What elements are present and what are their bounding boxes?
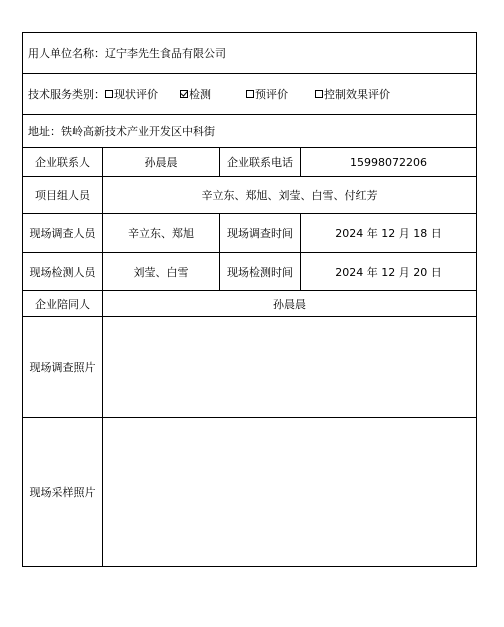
test-row bbox=[23, 253, 476, 291]
test-time: 2024 年 12 月 20 日 bbox=[300, 253, 476, 290]
sampling-photo-area bbox=[102, 418, 476, 566]
sampling-photo-label: 现场采样照片 bbox=[29, 486, 96, 499]
survey-row bbox=[23, 214, 476, 253]
site-record-form bbox=[22, 32, 477, 567]
service-type-label: 技术服务类别： bbox=[28, 88, 105, 101]
address-value: 铁岭高新技术产业开发区中科街 bbox=[61, 125, 215, 138]
unit-name-label: 用人单位名称： bbox=[28, 47, 105, 60]
service-option-label: 现状评价 bbox=[114, 88, 158, 101]
survey-photo-label: 现场调查照片 bbox=[29, 361, 96, 374]
service-option-label: 检测 bbox=[189, 88, 211, 101]
test-staff-label: 现场检测人员 bbox=[29, 265, 96, 279]
unit-name-value: 辽宁李先生食品有限公司 bbox=[105, 47, 226, 60]
service-option-label: 预评价 bbox=[255, 88, 288, 101]
service-option-status-eval[interactable] bbox=[105, 86, 158, 102]
escort-row bbox=[23, 291, 476, 317]
checkbox-status-eval[interactable] bbox=[105, 90, 113, 98]
survey-photo-area bbox=[102, 317, 476, 417]
survey-staff: 辛立东、郑旭 bbox=[102, 214, 219, 252]
escort-label: 企业陪同人 bbox=[35, 297, 90, 311]
service-option-testing[interactable] bbox=[180, 86, 211, 102]
contact-row bbox=[23, 148, 476, 177]
survey-staff-label: 现场调查人员 bbox=[29, 227, 96, 240]
escort-name: 孙晨晨 bbox=[102, 291, 476, 316]
service-option-label: 控制效果评价 bbox=[324, 88, 390, 101]
sampling-photo-row bbox=[23, 418, 476, 566]
service-option-control-eval[interactable] bbox=[315, 86, 390, 102]
test-staff: 刘莹、白雪 bbox=[102, 253, 219, 290]
checkbox-pre-eval[interactable] bbox=[246, 90, 254, 98]
address-label: 地址： bbox=[28, 125, 61, 138]
contact-label: 企业联系人 bbox=[35, 156, 90, 169]
team-label: 项目组人员 bbox=[35, 189, 90, 202]
service-type-cell bbox=[23, 74, 476, 114]
test-time-label: 现场检测时间 bbox=[219, 253, 300, 290]
survey-time-label: 现场调查时间 bbox=[219, 214, 300, 252]
service-option-pre-eval[interactable] bbox=[246, 86, 288, 102]
checkbox-testing[interactable] bbox=[180, 90, 188, 98]
unit-name-row bbox=[23, 33, 476, 74]
unit-name-cell bbox=[23, 33, 476, 73]
survey-photo-row bbox=[23, 317, 476, 418]
address-cell bbox=[23, 115, 476, 147]
team-row bbox=[23, 177, 476, 214]
contact-phone: 15998072206 bbox=[300, 148, 476, 176]
survey-time: 2024 年 12 月 18 日 bbox=[300, 214, 476, 252]
service-type-row bbox=[23, 74, 476, 115]
contact-name: 孙晨晨 bbox=[102, 148, 219, 176]
team-members: 辛立东、郑旭、刘莹、白雪、付红芳 bbox=[102, 177, 476, 213]
contact-phone-label: 企业联系电话 bbox=[219, 148, 300, 176]
checkbox-control-eval[interactable] bbox=[315, 90, 323, 98]
address-row bbox=[23, 115, 476, 148]
